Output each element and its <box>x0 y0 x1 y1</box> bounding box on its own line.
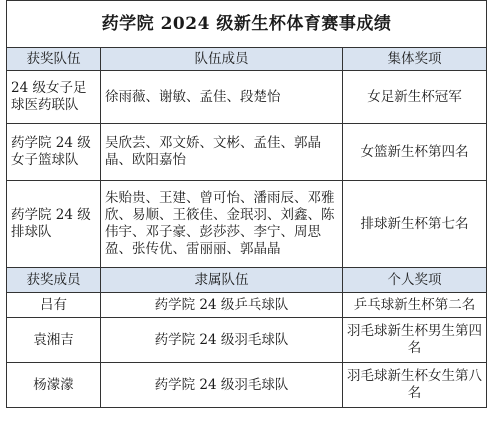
document-title: 药学院 2024 级新生杯体育赛事成绩 <box>7 1 487 48</box>
title-row <box>7 1 487 48</box>
table-row <box>7 318 487 363</box>
header-affiliated-team: 隶属队伍 <box>101 268 343 293</box>
table-row <box>7 124 487 181</box>
member-team: 药学院 24 级羽毛球队 <box>101 318 343 363</box>
individual-header-row <box>7 268 487 293</box>
member-name: 吕有 <box>7 293 101 318</box>
team-members: 吴欣芸、邓文娇、文彬、孟佳、郭晶晶、欧阳嘉怡 <box>101 124 343 181</box>
results-table <box>6 0 487 408</box>
member-name: 杨濛濛 <box>7 363 101 408</box>
team-award: 女足新生杯冠军 <box>343 71 487 124</box>
member-team: 药学院 24 级乒乓球队 <box>101 293 343 318</box>
member-award: 乒乓球新生杯第二名 <box>343 293 487 318</box>
team-name: 药学院 24 级排球队 <box>7 181 101 268</box>
table-row <box>7 293 487 318</box>
team-award: 女篮新生杯第四名 <box>343 124 487 181</box>
header-team-award: 集体奖项 <box>343 48 487 71</box>
table-row <box>7 363 487 408</box>
table-row <box>7 181 487 268</box>
member-name: 袁湘吉 <box>7 318 101 363</box>
team-members: 徐雨薇、谢敏、孟佳、段楚怡 <box>101 71 343 124</box>
team-header-row <box>7 48 487 71</box>
member-award: 羽毛球新生杯男生第四名 <box>343 318 487 363</box>
results-document <box>6 0 486 428</box>
table-row <box>7 71 487 124</box>
team-members: 朱贻贵、王建、曾可怡、潘雨辰、邓雅欣、易顺、王筱佳、金珉羽、刘鑫、陈伟宇、邓子豪、彭莎莎、李宁、周思盈、张传优、雷丽丽、郭晶晶 <box>101 181 343 268</box>
header-winning-member: 获奖成员 <box>7 268 101 293</box>
team-name: 药学院 24 级女子篮球队 <box>7 124 101 181</box>
header-winning-team: 获奖队伍 <box>7 48 101 71</box>
team-award: 排球新生杯第七名 <box>343 181 487 268</box>
member-team: 药学院 24 级羽毛球队 <box>101 363 343 408</box>
member-award: 羽毛球新生杯女生第八名 <box>343 363 487 408</box>
team-name: 24 级女子足球医药联队 <box>7 71 101 124</box>
header-individual-award: 个人奖项 <box>343 268 487 293</box>
header-team-members: 队伍成员 <box>101 48 343 71</box>
